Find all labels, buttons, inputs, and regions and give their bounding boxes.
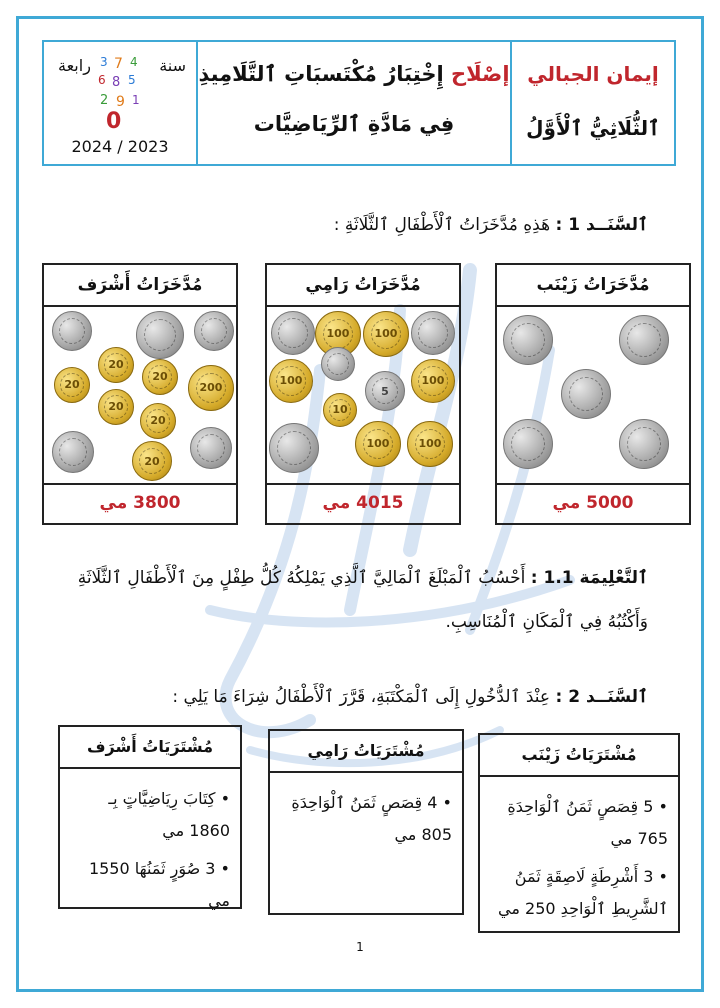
purchases-body	[60, 769, 240, 917]
header-year-box	[42, 40, 198, 166]
coin-10: 10	[323, 393, 357, 427]
savings-card-achraf	[42, 263, 238, 525]
purchases-card-rami	[268, 729, 464, 915]
savings-card-zeineb	[495, 263, 691, 525]
coin-silver	[619, 315, 669, 365]
svg-text:1: 1	[132, 93, 140, 107]
header-title-box	[198, 40, 510, 166]
coins-area	[267, 307, 459, 485]
svg-text:0: 0	[106, 109, 122, 132]
section1-text: هَذِهِ مُدَّخَرَاتُ ٱلْأَطْفَالِ ٱلثَّلَاثَةِ :	[333, 215, 551, 235]
card-title: مُدَّخَرَاتُ أَشْرَف	[44, 265, 236, 307]
numbers-logo-icon	[94, 52, 154, 132]
svg-text:8: 8	[112, 75, 121, 90]
coin-silver	[52, 311, 92, 351]
section1-label: ٱلسَّنَــد 1 :	[555, 215, 648, 235]
instruction-line-1	[60, 556, 648, 600]
coin-silver	[503, 419, 553, 469]
coin-100: 100	[355, 421, 401, 467]
coin-silver	[190, 427, 232, 469]
savings-card-rami	[265, 263, 461, 525]
section1-line	[334, 214, 648, 235]
purchases-card-zeineb	[478, 733, 680, 933]
svg-text:7: 7	[114, 56, 123, 72]
purchase-item: • 4 قِصَصٍ ثَمَنُ ٱلْوَاحِدَةِ 805 مي	[291, 793, 452, 844]
coins-area	[44, 307, 236, 485]
term-label: ٱلثُّلَاثِيُّ ٱلْأَوَّلُ	[526, 116, 660, 140]
purchase-item: • 3 أَشْرِطَةٍ لَاصِقَةٍ ثَمَنُ ٱلشَّرِيطِ ٱلْوَاحِدِ 250 مي	[498, 867, 668, 918]
purchases-body	[270, 773, 462, 851]
purchases-title: مُشْتَرَيَاتُ زَيْنَب	[480, 735, 678, 777]
instruction-label: ٱلتَّعْلِيمَة 1.1 :	[530, 568, 648, 588]
section2-text: عِنْدَ ٱلدُّخُولِ إِلَى ٱلْمَكْتَبَةِ، قَرَّرَ ٱلْأَطْفَالُ شِرَاءَ مَا يَلِي :	[172, 687, 551, 707]
card-total: 3800 مي	[99, 493, 181, 513]
coin-silver	[194, 311, 234, 351]
svg-text:3: 3	[100, 55, 108, 69]
coin-5: 5	[365, 371, 405, 411]
card-total: 4015 مي	[322, 493, 404, 513]
purchases-card-achraf	[58, 725, 242, 909]
purchase-item: • 3 صُوَرٍ ثَمَنُهَا 1550 مي	[88, 859, 230, 910]
instruction-1-1	[60, 556, 648, 644]
section2-label: ٱلسَّنَــد 2 :	[555, 687, 648, 707]
coin-20: 20	[54, 367, 90, 403]
instruction-line-2: وَأَكْتُبُهُ فِي ٱلْمَكَانِ ٱلْمُنَاسِبِ.	[445, 612, 648, 632]
coin-silver	[619, 419, 669, 469]
coin-20: 20	[142, 359, 178, 395]
coin-100: 100	[411, 359, 455, 403]
page-number: 1	[356, 940, 364, 954]
section2-line	[172, 686, 648, 707]
coin-silver	[321, 347, 355, 381]
svg-text:9: 9	[116, 94, 125, 110]
coin-100: 100	[269, 359, 313, 403]
coin-silver	[503, 315, 553, 365]
title-correction: إصْلَاح	[450, 62, 510, 86]
coin-100: 100	[315, 311, 361, 357]
card-title: مُدَّخَرَاتُ رَامِي	[267, 265, 459, 307]
teacher-name: إيمان الجبالي	[527, 62, 659, 86]
svg-text:5: 5	[128, 73, 136, 87]
purchases-body	[480, 777, 678, 925]
instruction-text: أَحْسُبُ ٱلْمَبْلَغَ ٱلْمَالِيَّ ٱلَّذِي يَمْلِكُهُ كُلُّ طِفْلٍ مِنَ ٱلْأَطْفَالِ ٱلثَّلَاثَةِ	[77, 568, 526, 588]
grade-label: رابعة	[58, 56, 91, 75]
header-teacher-box	[510, 40, 676, 166]
svg-text:6: 6	[98, 73, 106, 87]
coins-area	[497, 307, 689, 485]
purchases-title: مُشْتَرَيَاتُ رَامِي	[270, 731, 462, 773]
exam-subject: فِي مَادَّةِ ٱلرِّيَاضِيَّات	[253, 112, 455, 136]
coin-silver	[271, 311, 315, 355]
purchase-item: • كِتَابَ رِيَاضِيَّاتٍ بِـ 1860 مي	[108, 789, 230, 840]
coin-100: 100	[407, 421, 453, 467]
svg-text:2: 2	[100, 93, 109, 108]
coin-100: 100	[363, 311, 409, 357]
card-total: 5000 مي	[552, 493, 634, 513]
coin-20: 20	[98, 347, 134, 383]
purchases-title: مُشْتَرَيَاتُ أَشْرَف	[60, 727, 240, 769]
coin-silver	[269, 423, 319, 473]
coin-silver	[136, 311, 184, 359]
coin-20: 20	[140, 403, 176, 439]
card-title: مُدَّخَرَاتُ زَيْنَب	[497, 265, 689, 307]
coin-silver	[561, 369, 611, 419]
year-label: سنة	[159, 56, 186, 75]
coin-silver	[411, 311, 455, 355]
coin-200: 200	[188, 365, 234, 411]
coin-20: 20	[98, 389, 134, 425]
coin-20: 20	[132, 441, 172, 481]
exam-title	[198, 62, 510, 86]
svg-text:4: 4	[130, 55, 138, 69]
title-rest: إِخْتِبَارُ مُكْتَسبَاتِ ٱلتَّلَامِيذِ	[198, 62, 444, 86]
school-year: 2024 / 2023	[71, 137, 169, 156]
coin-silver	[52, 431, 94, 473]
purchase-item: • 5 قِصَصٍ ثَمَنُ ٱلْوَاحِدَةِ 765 مي	[507, 797, 668, 848]
